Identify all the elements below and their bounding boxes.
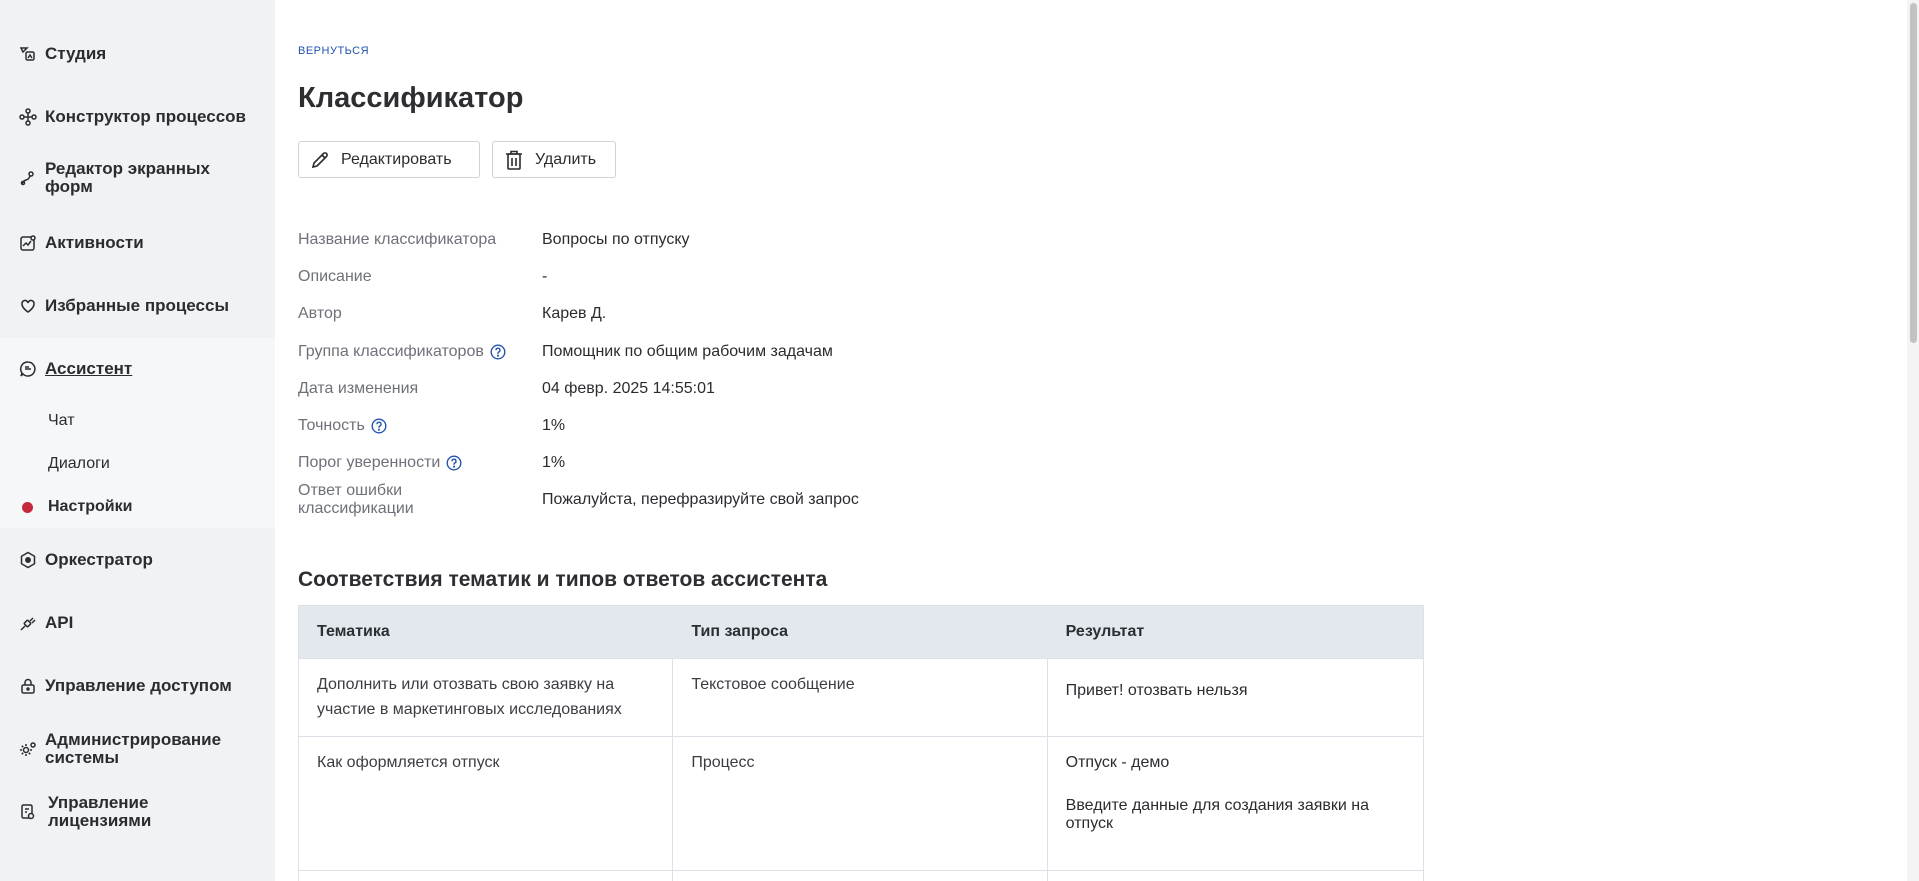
- sidebar-item-label: Оркестратор: [45, 550, 153, 569]
- sidebar: [0, 0, 275, 881]
- sidebar-subitem-chat[interactable]: Чат: [48, 412, 75, 429]
- process-builder-icon: [18, 107, 38, 127]
- column-header: Тематика: [317, 623, 390, 640]
- sidebar-item-access[interactable]: [0, 676, 275, 696]
- edit-button-label: Редактировать: [341, 150, 452, 168]
- sidebar-subitem-dialogs[interactable]: Диалоги: [48, 455, 110, 472]
- sidebar-item-form-editor[interactable]: [0, 160, 275, 196]
- sidebar-item-studio[interactable]: [0, 44, 275, 64]
- page-title: Классификатор: [298, 82, 524, 114]
- studio-icon: [18, 44, 38, 64]
- cell-type: [673, 871, 1047, 881]
- result-title: Отпуск - демо: [1065, 754, 1170, 771]
- api-icon: [18, 613, 38, 633]
- pencil-icon: [309, 149, 331, 171]
- sidebar-item-administration[interactable]: [0, 731, 275, 767]
- result-description: Введите данные для создания заявки на отпуск: [1065, 797, 1370, 832]
- prop-row-modified: [298, 380, 1198, 398]
- prop-label: [298, 454, 542, 472]
- prop-row-threshold: [298, 454, 1198, 472]
- cell-topic: [299, 871, 673, 881]
- cell-result: [1048, 737, 1423, 870]
- edit-button[interactable]: [298, 141, 480, 178]
- back-link[interactable]: ВЕРНУТЬСЯ: [298, 45, 370, 57]
- section-title: Соответствия тематик и типов ответов ассистента: [298, 568, 828, 591]
- column-header: Тип запроса: [691, 623, 789, 640]
- sidebar-item-label: Управление доступом: [45, 676, 232, 695]
- trash-icon: [503, 149, 525, 171]
- prop-label: Автор: [298, 305, 342, 322]
- activities-icon: [18, 233, 38, 253]
- prop-label: Ответ ошибки классификации: [298, 482, 414, 517]
- sidebar-item-activities[interactable]: [0, 233, 275, 253]
- column-header: Результат: [1065, 623, 1145, 640]
- prop-label: [298, 343, 542, 361]
- sidebar-item-label: Ассистент: [45, 359, 133, 378]
- sidebar-item-licenses[interactable]: [0, 794, 275, 830]
- sidebar-item-assistant[interactable]: [0, 359, 275, 379]
- prop-row-error-answer: [298, 482, 1198, 518]
- cell-type: Текстовое сообщение: [673, 659, 1047, 736]
- sidebar-subitem-settings[interactable]: Настройки: [48, 498, 133, 515]
- sidebar-item-label: Активности: [45, 233, 144, 252]
- sidebar-item-label: Студия: [45, 44, 107, 63]
- prop-value: 04 февр. 2025 14:55:01: [542, 380, 715, 397]
- sidebar-item-process-builder[interactable]: [0, 107, 275, 127]
- table-row[interactable]: [299, 870, 1423, 881]
- admin-gear-icon: [18, 739, 38, 759]
- cell-result: Привет! отозвать нельзя: [1065, 682, 1248, 699]
- scrollbar-thumb[interactable]: [1910, 3, 1917, 343]
- help-icon[interactable]: [371, 418, 387, 434]
- sidebar-item-api[interactable]: [0, 613, 275, 633]
- sidebar-item-label: Редактор экранных форм: [45, 159, 210, 196]
- prop-value: Вопросы по отпуску: [542, 231, 690, 248]
- sidebar-item-label: Избранные процессы: [45, 296, 229, 315]
- prop-label: Описание: [298, 268, 372, 285]
- form-editor-icon: [18, 168, 38, 188]
- sidebar-item-label: API: [45, 613, 74, 632]
- prop-label-text: Порог уверенности: [298, 454, 441, 471]
- orchestrator-icon: [18, 550, 38, 570]
- prop-value: Пожалуйста, перефразируйте свой запрос: [542, 491, 859, 508]
- cell-topic: Как оформляется отпуск: [299, 737, 673, 870]
- prop-row-group: [298, 343, 1198, 361]
- prop-value: Карев Д.: [542, 305, 607, 322]
- vertical-scrollbar[interactable]: [1907, 0, 1919, 881]
- prop-value: 1%: [542, 417, 566, 434]
- help-icon[interactable]: [446, 455, 462, 471]
- prop-value: -: [542, 268, 548, 285]
- cell-result: [1048, 871, 1423, 881]
- prop-row-accuracy: [298, 417, 1198, 435]
- delete-button[interactable]: [492, 141, 616, 178]
- sidebar-item-favorites[interactable]: [0, 296, 275, 316]
- sidebar-item-label: Конструктор процессов: [45, 107, 246, 126]
- cell-type: Процесс: [673, 737, 1047, 870]
- prop-row-author: [298, 305, 1198, 323]
- license-icon: [18, 802, 38, 822]
- sidebar-item-label: Управление лицензиями: [48, 793, 152, 830]
- prop-row-name: [298, 231, 1198, 249]
- prop-label: Название классификатора: [298, 231, 497, 248]
- cell-topic: Дополнить или отозвать свою заявку на участие в маркетинговых исследованиях: [299, 659, 673, 736]
- sidebar-item-orchestrator[interactable]: [0, 550, 275, 570]
- table-header: [299, 606, 1423, 658]
- lock-icon: [18, 676, 38, 696]
- mapping-table: [298, 605, 1424, 881]
- help-icon[interactable]: [490, 344, 506, 360]
- prop-label-text: Группа классификаторов: [298, 343, 484, 360]
- table-row[interactable]: [299, 658, 1423, 736]
- prop-label-text: Точность: [298, 417, 365, 434]
- prop-label: [298, 417, 542, 435]
- heart-icon: [18, 296, 38, 316]
- prop-value: Помощник по общим рабочим задачам: [542, 343, 833, 360]
- table-row[interactable]: [299, 736, 1423, 870]
- assistant-icon: [18, 359, 38, 379]
- prop-value: 1%: [542, 454, 566, 471]
- sidebar-item-label: Администрирование системы: [45, 730, 222, 767]
- prop-row-description: [298, 268, 1198, 286]
- delete-button-label: Удалить: [535, 150, 597, 168]
- prop-label: Дата изменения: [298, 380, 419, 397]
- active-indicator-dot: [22, 502, 33, 513]
